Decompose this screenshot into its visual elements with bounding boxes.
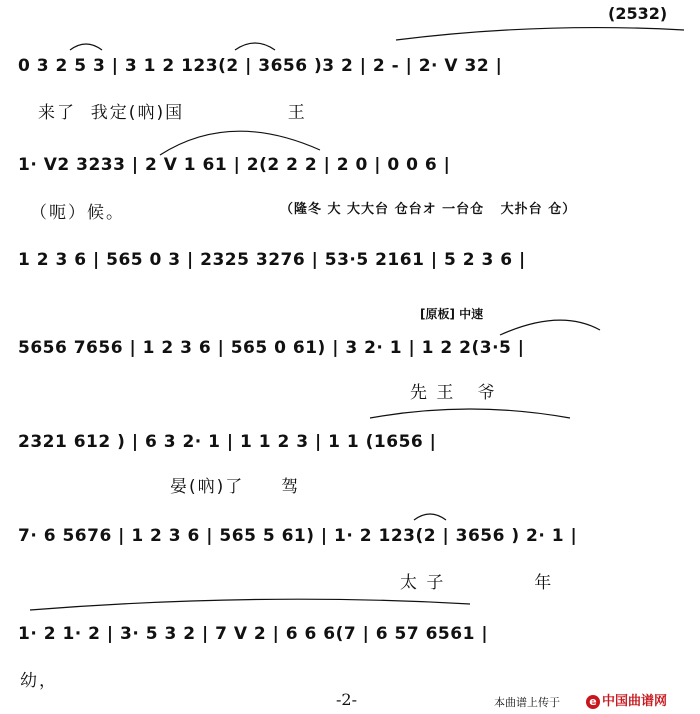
percussion-row-2: （隆冬 大 大大台 仓台オ 一台仓 大扑台 仓） bbox=[280, 202, 577, 217]
notation-row-6: 7· 6 5676 | 1 2 3 6 | 565 5 61) | 1· 2 123(2 | 3656 ) 2· 1 | bbox=[18, 526, 578, 546]
site-logo bbox=[586, 690, 698, 710]
tempo-marking: [原板] 中速 bbox=[420, 307, 484, 321]
notation-row-3: 1 2 3 6 | 565 0 3 | 2325 3276 | 53·5 2161 | 5 2 3 6 | bbox=[18, 250, 526, 270]
lyrics-row-6: 太 子 年 bbox=[400, 573, 554, 593]
lyrics-row-2: （呃）候。 bbox=[30, 203, 125, 223]
notation-row-1: 0 3 2 5 3 | 3 1 2 123(2 | 3656 )3 2 | 2 - | 2· V 32 | bbox=[18, 56, 503, 76]
notation-row-7: 1· 2 1· 2 | 3· 5 3 2 | 7 V 2 | 6 6 6(7 | 6 57 6561 | bbox=[18, 624, 489, 644]
lyrics-row-7: 幼， bbox=[20, 671, 58, 691]
lyrics-row-5: 晏(吶)了 驾 bbox=[170, 477, 301, 497]
notation-row-4: 5656 7656 | 1 2 3 6 | 565 0 61) | 3 2· 1 | 1 2 2(3·5 | bbox=[18, 338, 525, 358]
bracket-note: (2532) bbox=[608, 4, 668, 23]
page-number: -2- bbox=[336, 690, 357, 709]
source-text: 本曲谱上传于 bbox=[494, 696, 560, 709]
notation-row-2: 1· V2 3233 | 2 V 1 61 | 2(2 2 2 | 2 0 | 0 0 6 | bbox=[18, 155, 451, 175]
lyrics-row-4: 先 王 爷 bbox=[410, 383, 497, 403]
logo-e-icon: e bbox=[586, 695, 600, 709]
logo-text: 中国曲谱网 bbox=[602, 694, 668, 709]
notation-row-5: 2321 612 ) | 6 3 2· 1 | 1 1 2 3 | 1 1 (1656 | bbox=[18, 432, 437, 452]
lyrics-row-1: 来了 我定(吶)国 王 bbox=[38, 103, 307, 123]
